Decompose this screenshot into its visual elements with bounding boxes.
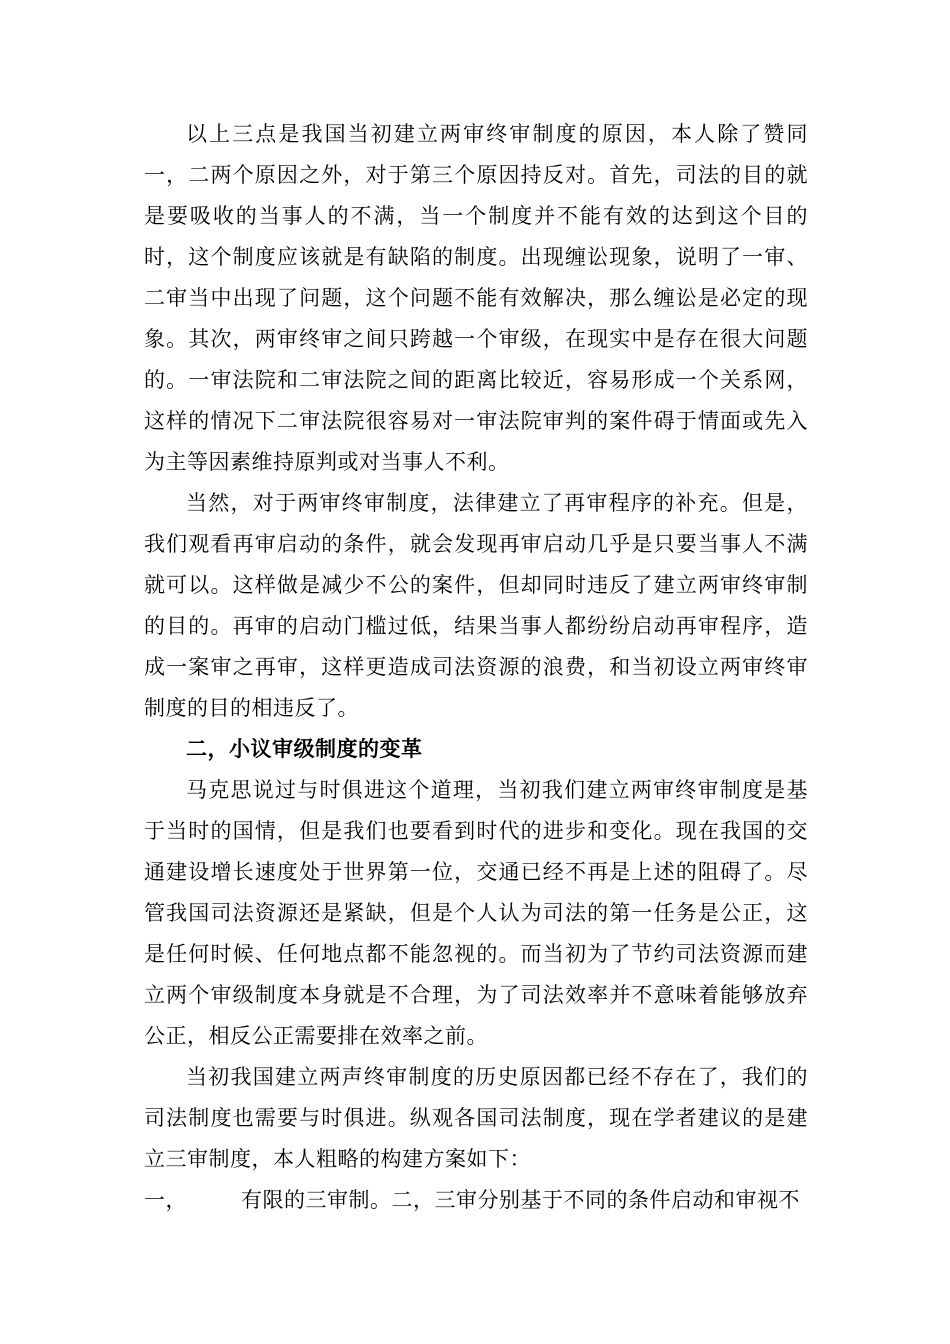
section-heading: 二，小议审级制度的变革 <box>186 737 423 761</box>
paragraph-reasons-critique: 以上三点是我国当初建立两审终审制度的原因，本人除了赞同一，二两个原因之外，对于第三个原因持反对。首先，司法的目的就是要吸收的当事人的不满，当一个制度并不能有效的达到这个目的时，这个制度应该就是有缺陷的制度。出现缠讼现象，说明了一审、二审当中出现了问题，这个问题不能有效解决，那么缠讼是必定的现象。其次，两审终审之间只跨越一个审级，在现实中是存在很大问题的。一审法院和二审法院之间的距离比较近，容易形成一个关系网，这样的情况下二审法院很容易对一审法院审判的案件碍于情面或先入为主等因素维持原判或对当事人不利。 <box>144 122 808 474</box>
paragraph-three-tier-proposal: 当初我国建立两声终审制度的历史原因都已经不存在了，我们的司法制度也需要与时俱进。纵观各国司法制度，现在学者建议的是建立三审制度，本人粗略的构建方案如下： <box>144 1065 808 1171</box>
document-body <box>144 114 808 1221</box>
list-marker: 一， <box>144 1188 187 1212</box>
paragraph-keep-pace-with-times: 马克思说过与时俱进这个道理，当初我们建立两审终审制度是基于当时的国情，但是我们也要看到时代的进步和变化。现在我国的交通建设增长速度处于世界第一位，交通已经不再是上述的阻碍了。尽管我国司法资源还是紧缺，但是个人认为司法的第一任务是公正，这是任何时候、任何地点都不能忽视的。而当初为了节约司法资源而建立两个审级制度本身就是不合理，为了司法效率并不意味着能够放弃公正，相反公正需要排在效率之前。 <box>144 778 808 1048</box>
list-item-text: 有限的三审制。二，三审分别基于不同的条件启动和审视不 <box>241 1188 800 1212</box>
proposal-list-line <box>144 1180 808 1221</box>
paragraph-retrial-procedure: 当然，对于两审终审制度，法律建立了再审程序的补充。但是，我们观看再审启动的条件，就会发现再审启动几乎是只要当事人不满就可以。这样做是减少不公的案件，但却同时违反了建立两审终审制的目的。再审的启动门槛过低，结果当事人都纷纷启动再审程序，造成一案审之再审，这样更造成司法资源的浪费，和当初设立两审终审制度的目的相违反了。 <box>144 491 808 720</box>
